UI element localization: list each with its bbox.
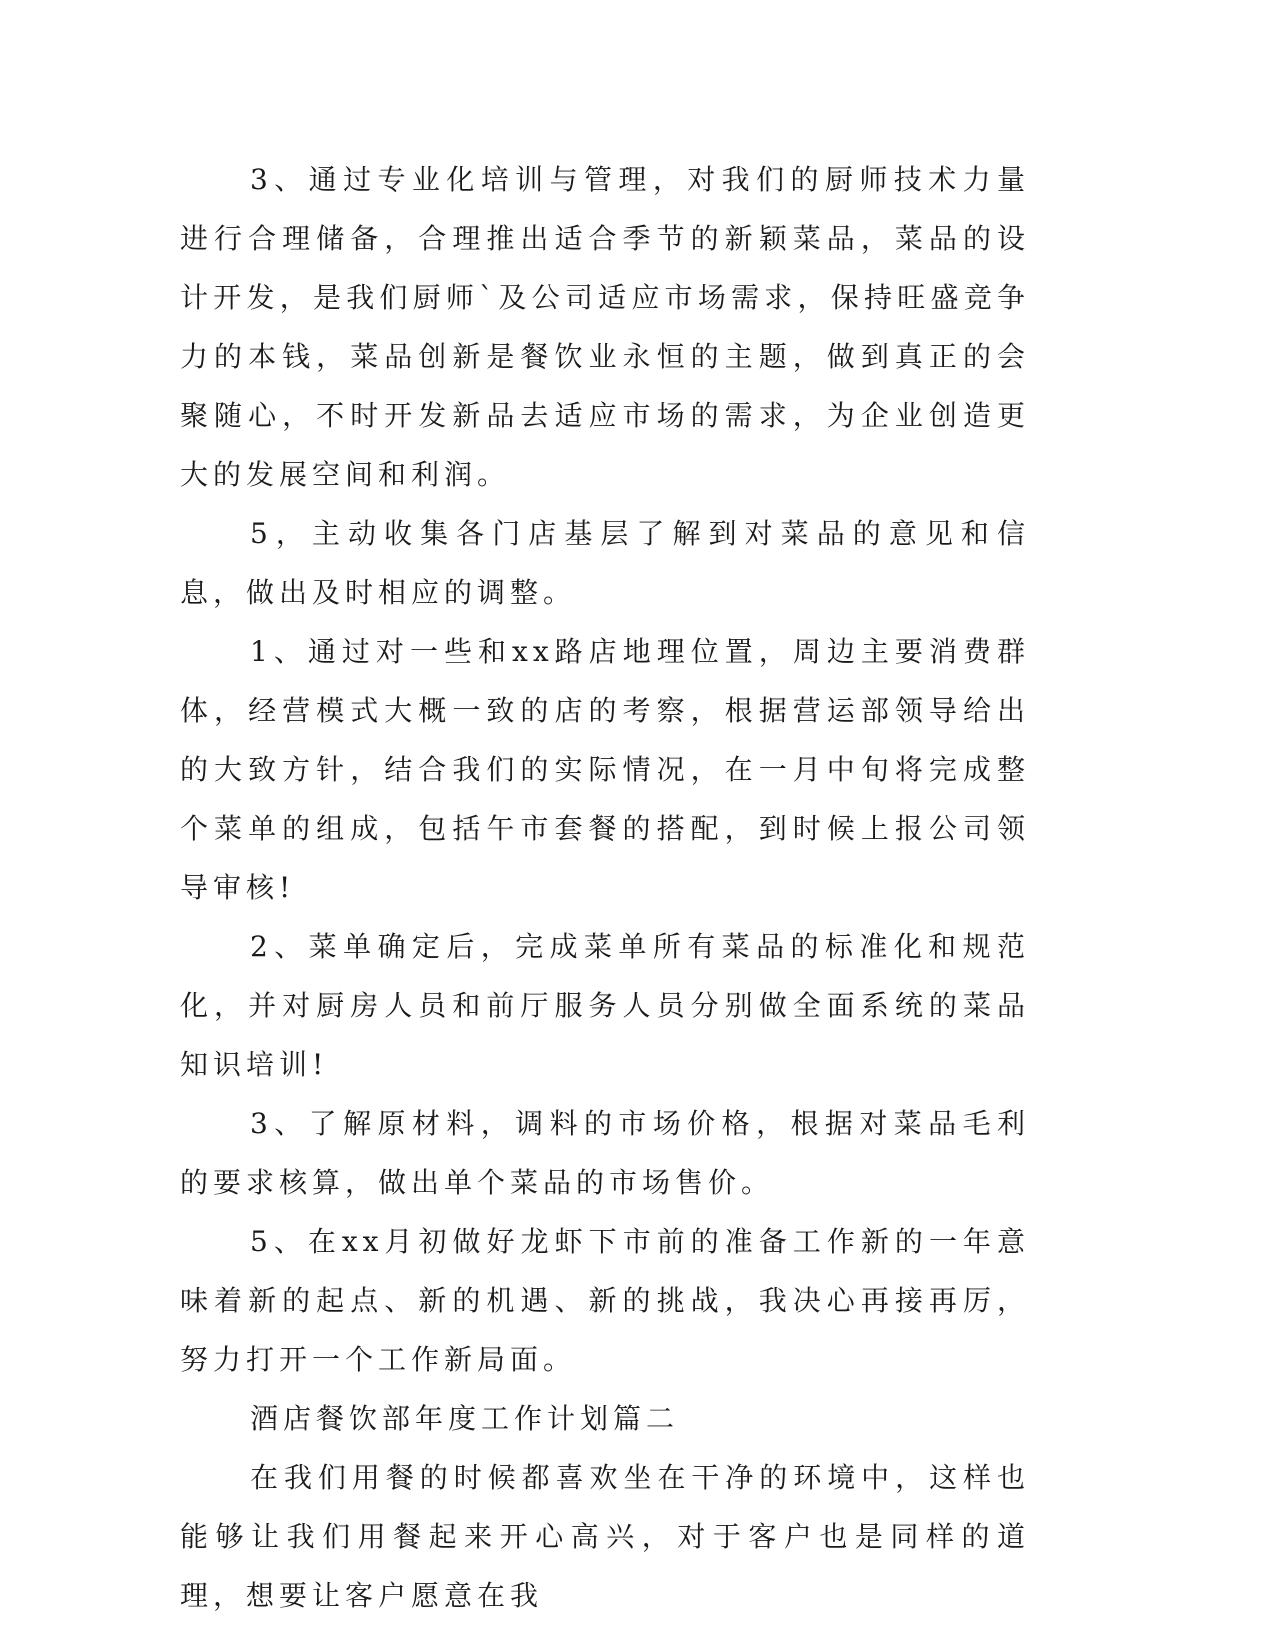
paragraph-menu-standardization: 2、菜单确定后，完成菜单所有菜品的标准化和规范化，并对厨房人员和前厅服务人员分别做全面系统的菜品知识培训! bbox=[180, 930, 1030, 1081]
paragraph-menu-research: 1、通过对一些和xx路店地理位置，周边主要消费群体，经营模式大概一致的店的考察，根据营运部领导给出的大致方针，结合我们的实际情况，在一月中旬将完成整个菜单的组成，包括午市套餐的搭配，到时候上报公司领导审核! bbox=[180, 635, 1030, 904]
section-heading: 酒店餐饮部年度工作计划篇二 bbox=[250, 1402, 680, 1435]
paragraph-chef-training: 3、通过专业化培训与管理，对我们的厨师技术力量进行合理储备，合理推出适合季节的新颖菜品，菜品的设计开发，是我们厨师`及公司适应市场需求，保持旺盛竞争力的本钱，菜品创新是餐饮业永恒的主题，做到真正的会聚随心，不时开发新品去适应市场的需求，为企业创造更大的发展空间和利润。 bbox=[180, 163, 1030, 491]
paragraph-clean-environment: 在我们用餐的时候都喜欢坐在干净的环境中，这样也能够让我们用餐起来开心高兴，对于客户也是同样的道理，想要让客户愿意在我 bbox=[180, 1461, 1030, 1612]
paragraph-collect-feedback: 5，主动收集各门店基层了解到对菜品的意见和信息，做出及时相应的调整。 bbox=[180, 517, 1030, 609]
document-page bbox=[180, 150, 1030, 1625]
paragraph-pricing: 3、了解原材料，调料的市场价格，根据对菜品毛利的要求核算，做出单个菜品的市场售价。 bbox=[180, 1107, 1030, 1199]
paragraph-lobster-preparation: 5、在xx月初做好龙虾下市前的准备工作新的一年意味着新的起点、新的机遇、新的挑战，我决心再接再厉，努力打开一个工作新局面。 bbox=[180, 1225, 1030, 1376]
